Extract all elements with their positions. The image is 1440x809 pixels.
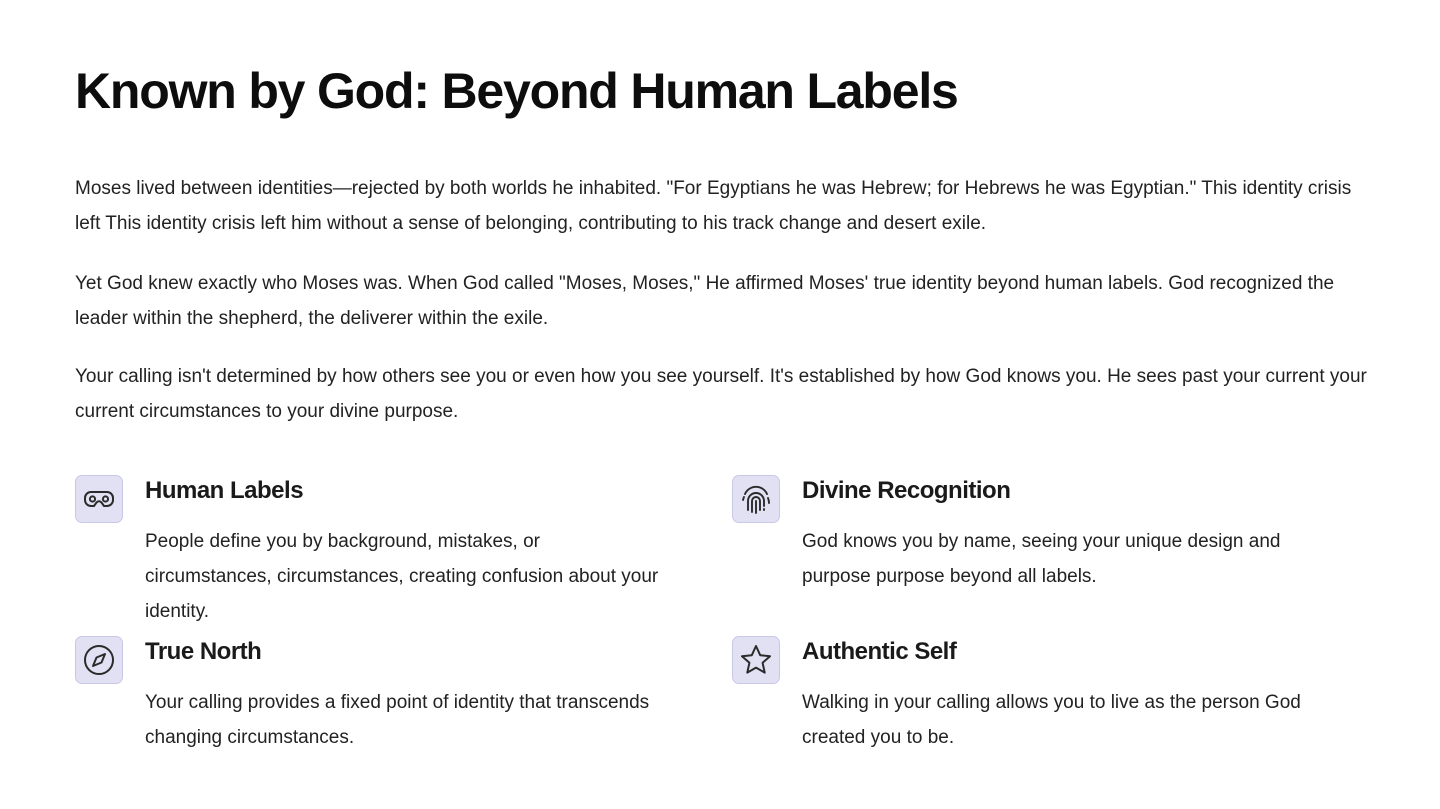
page-title: Known by God: Beyond Human Labels [75,63,958,119]
calling-paragraph: Your calling isn't determined by how others see you or even how you see yourself. It's established by how God knows you. He sees past your current your current circumstances to your divine purpose. [75,366,1367,422]
star-icon [732,636,780,684]
mask-icon [75,475,123,523]
feature-title: Authentic Self [802,638,957,665]
feature-divine-recognition [732,475,1332,615]
compass-icon [75,636,123,684]
recognition-paragraph: Yet God knew exactly who Moses was. When God called "Moses, Moses," He affirmed Moses' true identity beyond human labels. God recognized the leader within the shepherd, the deliverer within the exile. [75,273,1335,329]
feature-authentic-self [732,636,1332,776]
feature-true-north [75,636,675,776]
intro-paragraph: Moses lived between identities—rejected by both worlds he inhabited. "For Egyptians he was Hebrew; for Hebrews he was Egyptian." This identity crisis left This identity crisis left him without a sense of belonging, contributing to his track change and desert exile. [75,178,1352,234]
feature-human-labels [75,475,675,622]
feature-title: Divine Recognition [802,477,1011,504]
fingerprint-icon [732,475,780,523]
feature-description: Walking in your calling allows you to live as the person God created you to be. [802,692,1301,748]
feature-title: True North [145,638,262,665]
feature-description: People define you by background, mistakes, or circumstances, circumstances, creating confusion about your identity. [145,531,659,622]
feature-description: Your calling provides a fixed point of identity that transcends changing circumstances. [145,692,650,748]
feature-description: God knows you by name, seeing your unique design and purpose purpose beyond all labels. [802,531,1281,587]
feature-title: Human Labels [145,477,304,504]
